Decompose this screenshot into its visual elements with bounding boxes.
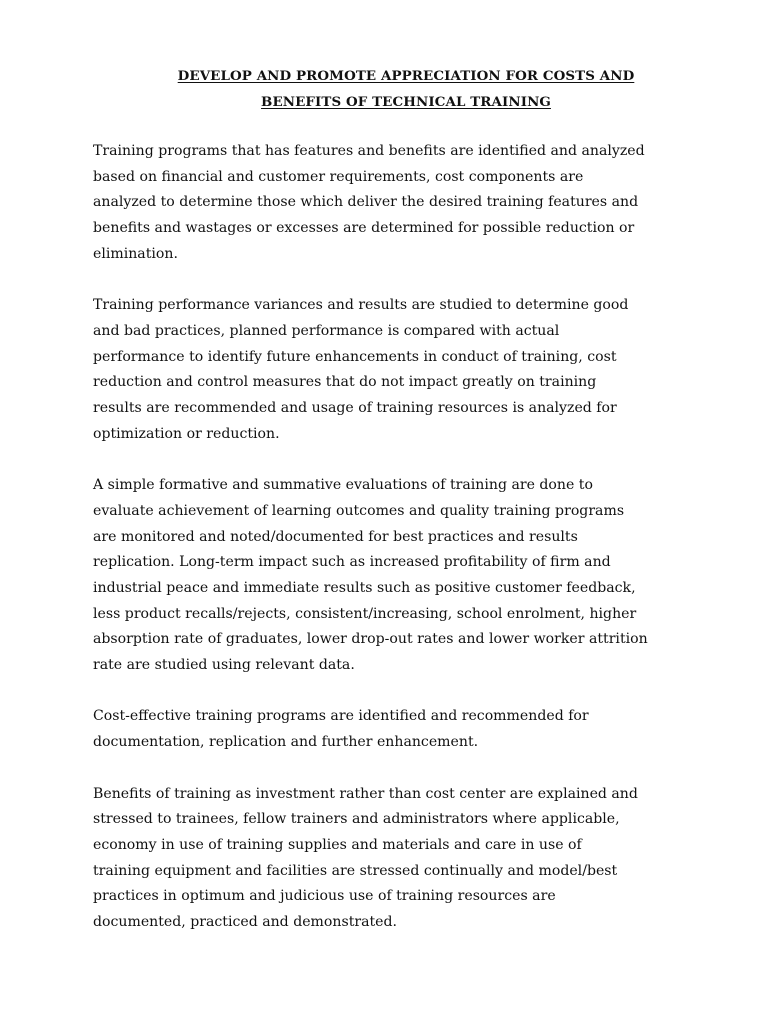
paragraph <box>93 293 693 447</box>
text-line: benefits and wastages or excesses are determined for possible reduction or <box>93 220 635 237</box>
text-line: based on financial and customer requirements, cost components are <box>93 168 584 185</box>
text-line: are monitored and noted/documented for best practices and results <box>93 528 578 545</box>
text-line: training equipment and facilities are stressed continually and model/best <box>93 862 618 879</box>
text-line: documentation, replication and further enhancement. <box>93 734 479 751</box>
paragraph <box>93 782 693 936</box>
text-line: elimination. <box>93 245 178 262</box>
text-line: evaluate achievement of learning outcomes and quality training programs <box>93 502 625 519</box>
text-line: A simple formative and summative evaluations of training are done to <box>93 477 593 494</box>
text-line: results are recommended and usage of training resources is analyzed for <box>93 400 617 417</box>
paragraph <box>93 473 693 679</box>
text-line: documented, practiced and demonstrated. <box>93 914 398 931</box>
text-line: optimization or reduction. <box>93 425 280 442</box>
text-line: reduction and control measures that do not impact greatly on training <box>93 374 597 391</box>
text-line: stressed to trainees, fellow trainers and administrators where applicable, <box>93 811 620 828</box>
text-line: economy in use of training supplies and materials and care in use of <box>93 836 582 853</box>
text-line: Training performance variances and results are studied to determine good <box>93 297 629 314</box>
text-line: Benefits of training as investment rather than cost center are explained and <box>93 785 638 802</box>
text-line: performance to identify future enhancements in conduct of training, cost <box>93 348 617 365</box>
text-line: absorption rate of graduates, lower drop-out rates and lower worker attrition <box>93 631 648 648</box>
text-line: Training programs that has features and benefits are identified and analyzed <box>93 143 645 159</box>
text-line: rate are studied using relevant data. <box>93 657 355 674</box>
text-line: analyzed to determine those which deliver the desired training features and <box>93 194 639 211</box>
text-line: less product recalls/rejects, consistent/increasing, school enrolment, higher <box>93 605 637 622</box>
paragraph <box>93 704 693 755</box>
paragraph <box>93 139 693 268</box>
document-body <box>93 139 693 961</box>
text-line: industrial peace and immediate results such as positive customer feedback, <box>93 579 636 596</box>
document-title <box>0 63 768 115</box>
text-line: Cost-effective training programs are identified and recommended for <box>93 708 589 725</box>
title-line: BENEFITS OF TECHNICAL TRAINING <box>261 94 551 110</box>
text-line: practices in optimum and judicious use of training resources are <box>93 888 556 905</box>
title-line: DEVELOP AND PROMOTE APPRECIATION FOR COSTS AND <box>177 68 635 84</box>
text-line: replication. Long-term impact such as increased profitability of firm and <box>93 554 611 571</box>
text-line: and bad practices, planned performance is compared with actual <box>93 322 560 339</box>
